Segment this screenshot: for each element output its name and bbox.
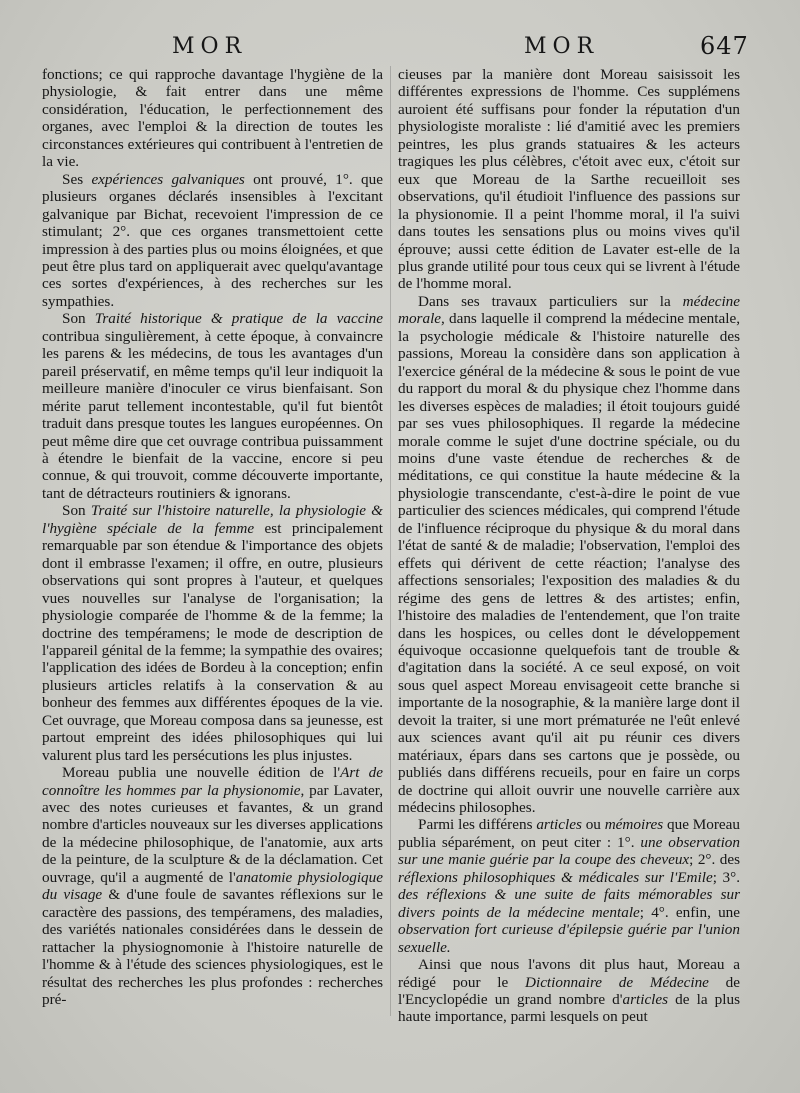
paragraph: Son Traité sur l'histoire naturelle, la physiologie & l'hygiène spéciale de la femme est principalement remarquable par son étendue & l'importance des objets dont il embrasse l'examen; il offre, en outre, plusieurs observations qui sont propres à l'auteur, et quelques vues nouvelles sur l'analyse de l'organisation; la physiologie comparée de l'homme & de la femme; la doctrine des tempéramens; le mode de description de l'appareil génital de la femme; la sympathie des ovaires; l'application des idées de Bordeu à la conception; enfin plusieurs articles relatifs à la conservation & au bonheur des femmes aux différentes époques de la vie. Cet ouvrage, que Moreau composa dans sa jeunesse, est partout empreint des idées philosophiques qui lui valurent plus tard les persécutions les plus injustes.	[42, 502, 383, 764]
paragraph: Ses expériences galvaniques ont prouvé, 1°. que plusieurs organes déclarés insensibles à l'excitant galvanique par Bichat, recevoient l'impression de ce stimulant; 2°. que ces organes transmettoient cette impression à des parties plus ou moins éloignées, et que peut être plus tard on appliquerait avec quelqu'avantage ces sortes d'expériences, à des recherches sur les sympathies.	[42, 170, 383, 310]
paragraph: Dans ses travaux particuliers sur la médecine morale, dans laquelle il comprend la médecine mentale, la psychologie médicale & l'histoire naturelle des passions, Moreau la considère dans son application à l'exercice général de la médecine & sous le point de vue du rapport du moral & du physique chez l'homme dans les diverses espèces de maladies; il étoit toujours guidé par ses vues philosophiques. Il regarde la médecine morale comme le sujet d'une doctrine spéciale, ou du moins d'une vaste étendue de recherches & de méditations, ce qui constitue la haute médecine & la physiologie transcendante, c'est-à-dire le point de vue particulier des sciences médicales, qui comprend l'étude de l'influence réciproque du physique & du moral dans l'état de santé & de maladie; l'observation, l'emploi des effets qui dérivent de cette réaction; l'analyse des affections sensoriales; l'exposition des maladies & du régime des gens de lettres & des artistes; enfin, l'histoire des maladies de l'entendement, que l'on traite dans les hospices, ou celles dont le développement équivoque occasionne quelquefois tant de trouble & d'agitation dans la société. A ce seul exposé, on voit sous quel aspect Moreau envisageoit cette branche si importante de la nosographie, & la manière large dont il devoit la traiter, si une mort prématurée ne l'eût enlevé aux sciences avant qu'il ait pu réunir ces divers matériaux, épars dans ses cartons que je possède, ou publiés dans différens recueils, pour en faire un corps de doctrine qui alloit ouvrir une nouvelle carrière aux médecins philosophes.	[398, 292, 740, 817]
right-column	[398, 66, 740, 1026]
page-number: 647	[700, 32, 749, 60]
paragraph: Son Traité historique & pratique de la vaccine contribua singulièrement, à cette époque, à convaincre les parens & les médecins, de tous les avantages d'un pareil préservatif, en même temps qu'il leur indiquoit la meilleure manière d'inoculer ce virus bienfaisant. Son mérite parut tellement incontestable, qu'il fut bientôt traduit dans presque toutes les langues européennes. On peut même dire que cet ouvrage contribua puissamment à étendre le bienfait de la vaccine, encore si peu connue, & qui trouvoit, comme découverte importante, tant de détracteurs routiniers & ignorans.	[42, 310, 383, 502]
paragraph: Moreau publia une nouvelle édition de l'Art de connoître les hommes par la physionomie, par Lavater, avec des notes curieuses et favantes, & un grand nombre d'articles nouveaux sur les diverses applications de la médecine philosophique, de l'anatomie, aux arts de la peinture, de la sculpture & de la déclamation. Cet ouvrage, qu'il a augmenté de l'anatomie physiologique du visage & d'une foule de savantes réflexions sur le caractère des passions, des tempéramens, des maladies, des variétés nationales considérées dans le dessein de rattacher la physiognomonie à l'histoire naturelle de l'homme & à l'étude des sciences physiologiques, est le résultat des recherches les plus profondes : recherches pré-	[42, 764, 384, 1009]
paragraph: Parmi les différens articles ou mémoires que Moreau publia séparément, on peut citer : 1°. une observation sur une manie guérie par la coupe des cheveux; 2°. des réflexions philosophiques & médicales sur l'Emile; 3°. des réflexions & une suite de faits mémorables sur divers points de la médecine mentale; 4°. enfin, une observation fort curieuse d'épilepsie guérie par l'union sexuelle.	[398, 816, 741, 956]
paragraph: cieuses par la manière dont Moreau saisissoit les différentes expressions de l'homme. Ces supplémens auroient été suffisans pour fonder la réputation d'un physiologiste moraliste : lié d'amitié avec les premiers peintres, les plus grands statuaires & les acteurs tragiques les plus célèbres, c'étoit avec eux, c'étoit sur eux que Moreau de la Sarthe recueilloit ses observations, qu'il étudioit l'influence des passions sur la physionomie. Il a peint l'homme moral, il l'a suivi dans toutes les sensations plus ou moins vives qu'il éprouve; aussi cette édition de Lavater est-elle de la plus grande utilité pour tous ceux qui se livrent à l'étude de l'homme moral.	[398, 66, 740, 293]
paragraph: fonctions; ce qui rapproche davantage l'hygiène de la physiologie, & fait entrer dans une même considération, l'éducation, le perfectionnement des organes, avec l'emploi & la direction de toutes les circonstances extérieures qui contribuent à l'entretien de la vie.	[42, 66, 383, 171]
paragraph: Ainsi que nous l'avons dit plus haut, Moreau a rédigé pour le Dictionnaire de Médecine de l'Encyclopédie un grand nombre d'articles de la plus haute importance, parmi lesquels on peut	[398, 956, 740, 1026]
running-head-left: MOR	[172, 34, 248, 59]
left-column	[42, 66, 383, 1008]
running-head	[0, 34, 800, 68]
running-head-right: MOR	[524, 34, 600, 59]
column-divider	[390, 66, 391, 1016]
